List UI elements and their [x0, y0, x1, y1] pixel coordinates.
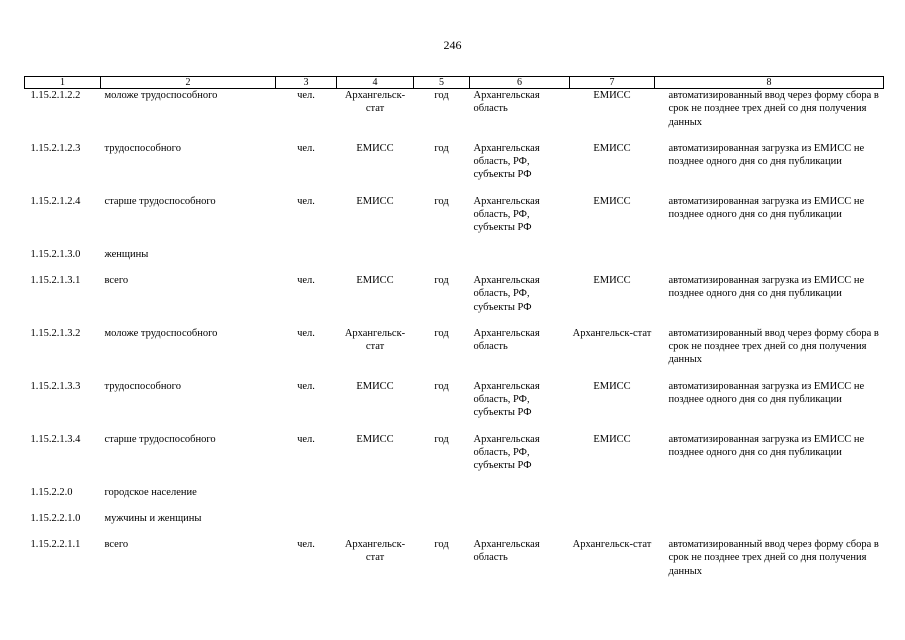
indicator-code: 1.15.2.2.0 [30, 486, 73, 498]
territory-cell: Архангельская область, РФ, субъекты РФ [473, 142, 540, 181]
system-cell: Архангельск-стат [572, 539, 652, 551]
period-cell: год [434, 433, 449, 445]
indicator-code: 1.15.2.1.3.1 [30, 274, 81, 286]
unit-cell: чел. [297, 433, 315, 445]
table-row [25, 142, 884, 195]
source-cell: Архангельск-стат [344, 539, 406, 564]
territory-cell: Архангельская область, РФ, субъекты РФ [473, 433, 540, 472]
territory-cell: Архангельская область [473, 539, 540, 564]
method-cell: автоматизированный ввод через форму сбора в срок не позднее трех дней со дня получения данных [668, 90, 879, 128]
indicator-name: всего [104, 539, 129, 551]
method-cell: автоматизированный ввод через форму сбора в срок не позднее трех дней со дня получения данных [668, 327, 879, 366]
method-cell: автоматизированная загрузка из ЕМИСС не позднее одного дня со дня публикации [668, 380, 865, 406]
table-row [25, 538, 884, 591]
table-row [25, 327, 884, 380]
column-number-row [25, 77, 884, 89]
table-body [25, 89, 884, 592]
system-cell: ЕМИСС [593, 90, 631, 101]
unit-cell: чел. [297, 380, 315, 392]
table-row [25, 486, 884, 512]
method-cell: автоматизированная загрузка из ЕМИСС не позднее одного дня со дня публикации [668, 142, 865, 168]
territory-cell [470, 248, 570, 274]
indicator-code: 1.15.2.1.3.3 [30, 380, 81, 392]
system-cell: ЕМИСС [593, 380, 631, 392]
source-cell: ЕМИСС [356, 142, 394, 154]
system-cell: ЕМИСС [593, 433, 631, 445]
system-cell [570, 512, 655, 538]
period-cell: год [434, 274, 449, 286]
indicator-code: 1.15.2.1.3.4 [30, 433, 81, 445]
indicator-code: 1.15.2.1.2.4 [30, 195, 81, 207]
source-cell [337, 486, 414, 512]
method-cell: автоматизированный ввод через форму сбора в срок не позднее трех дней со дня получения данных [668, 539, 879, 577]
system-cell: ЕМИСС [593, 142, 631, 154]
period-cell: год [434, 380, 449, 392]
indicator-name: моложе трудоспособного [104, 90, 218, 101]
table-row [25, 274, 884, 327]
unit-cell [276, 512, 337, 538]
period-cell [414, 512, 470, 538]
unit-cell: чел. [297, 539, 315, 551]
territory-cell: Архангельская область, РФ, субъекты РФ [473, 195, 540, 234]
method-cell [655, 512, 884, 538]
indicator-code: 1.15.2.2.1.1 [30, 539, 81, 551]
indicator-name: женщины [104, 248, 149, 260]
table-row [25, 433, 884, 486]
period-cell: год [434, 142, 449, 154]
unit-cell: чел. [297, 327, 315, 339]
column-number: 3 [276, 77, 337, 89]
method-cell: автоматизированная загрузка из ЕМИСС не позднее одного дня со дня публикации [668, 195, 865, 221]
period-cell: год [434, 90, 449, 101]
column-number: 7 [570, 77, 655, 89]
unit-cell: чел. [297, 274, 315, 286]
source-cell: ЕМИСС [356, 380, 394, 392]
indicator-name: старше трудоспособного [104, 195, 216, 207]
system-cell [570, 248, 655, 274]
indicator-name: старше трудоспособного [104, 433, 216, 445]
source-cell: Архангельск-стат [344, 90, 406, 115]
source-cell [337, 248, 414, 274]
method-cell: автоматизированная загрузка из ЕМИСС не позднее одного дня со дня публикации [668, 274, 865, 300]
indicator-code: 1.15.2.1.3.2 [30, 327, 81, 339]
source-cell [337, 512, 414, 538]
source-cell: ЕМИСС [356, 274, 394, 286]
table-row [25, 248, 884, 274]
indicator-name: моложе трудоспособного [104, 327, 218, 339]
indicator-name: всего [104, 274, 129, 286]
page-number: 246 [443, 38, 462, 52]
source-cell: Архангельск-стат [344, 327, 406, 353]
table-row [25, 512, 884, 538]
indicator-code: 1.15.2.1.2.3 [30, 142, 81, 154]
unit-cell: чел. [297, 142, 315, 154]
unit-cell [276, 248, 337, 274]
method-cell: автоматизированная загрузка из ЕМИСС не позднее одного дня со дня публикации [668, 433, 865, 458]
indicator-name: трудоспособного [104, 380, 181, 392]
method-cell [655, 486, 884, 512]
column-number: 4 [337, 77, 414, 89]
indicator-name: городское население [104, 486, 197, 498]
table-row [25, 89, 884, 142]
column-number: 8 [655, 77, 884, 89]
table-row [25, 380, 884, 433]
indicator-code: 1.15.2.2.1.0 [30, 512, 81, 524]
system-cell: ЕМИСС [593, 195, 631, 207]
column-number: 1 [25, 77, 101, 89]
period-cell: год [434, 539, 449, 551]
territory-cell: Архангельская область, РФ, субъекты РФ [473, 380, 540, 419]
system-cell: Архангельск-стат [572, 327, 652, 339]
unit-cell: чел. [297, 195, 315, 207]
period-cell [414, 486, 470, 512]
table-row [25, 195, 884, 248]
territory-cell: Архангельская область, РФ, субъекты РФ [473, 274, 540, 313]
system-cell [570, 486, 655, 512]
system-cell: ЕМИСС [593, 274, 631, 286]
method-cell [655, 248, 884, 274]
indicator-name: мужчины и женщины [104, 512, 202, 524]
indicator-code: 1.15.2.1.3.0 [30, 248, 81, 260]
period-cell: год [434, 195, 449, 207]
indicator-name: трудоспособного [104, 142, 181, 154]
unit-cell: чел. [297, 90, 315, 101]
territory-cell: Архангельская область [473, 327, 540, 353]
source-cell: ЕМИСС [356, 433, 394, 445]
period-cell: год [434, 327, 449, 339]
indicator-table [24, 76, 884, 591]
column-number: 2 [101, 77, 276, 89]
column-number: 5 [414, 77, 470, 89]
column-number: 6 [470, 77, 570, 89]
unit-cell [276, 486, 337, 512]
territory-cell [470, 486, 570, 512]
indicator-code: 1.15.2.1.2.2 [30, 90, 81, 101]
territory-cell [470, 512, 570, 538]
territory-cell: Архангельская область [473, 90, 540, 115]
source-cell: ЕМИСС [356, 195, 394, 207]
period-cell [414, 248, 470, 274]
